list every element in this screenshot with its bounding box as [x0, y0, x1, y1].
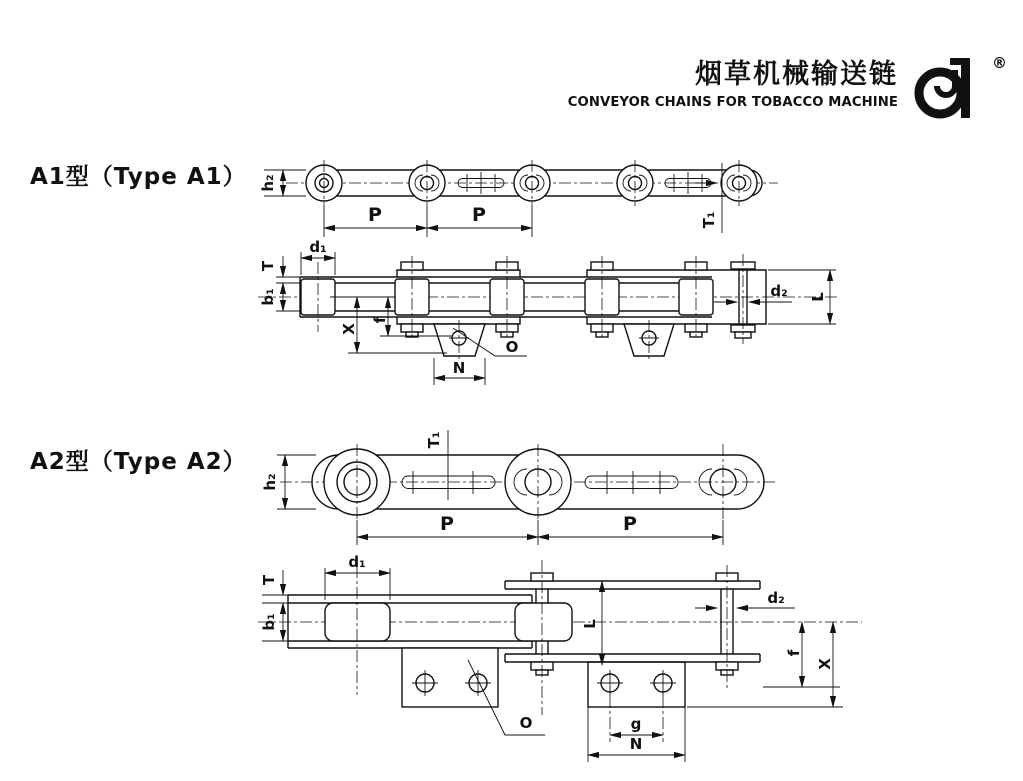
dim-label-f: f	[371, 316, 389, 324]
dim-label-n: N	[629, 735, 643, 753]
dim-label-o: O	[519, 714, 533, 732]
dim-label-t: T	[260, 574, 278, 586]
a2-top-view	[261, 430, 778, 545]
dim-label-d1: d₁	[348, 553, 366, 571]
dim-label-n: N	[452, 359, 466, 377]
dim-label-d2: d₂	[767, 589, 785, 607]
dim-label-p: P	[368, 204, 382, 226]
dim-label-b1: b₁	[260, 613, 278, 631]
a1-side-view	[258, 238, 838, 385]
dim-label-x: X	[816, 658, 834, 670]
dim-label-p: P	[623, 513, 637, 535]
dim-label-d1: d₁	[309, 238, 327, 256]
dim-label-h2: h₂	[261, 473, 279, 491]
dim-label-p: P	[440, 513, 454, 535]
dim-label-p: P	[472, 204, 486, 226]
a2-side-view	[258, 553, 862, 762]
dim-label-b1: b₁	[259, 288, 277, 306]
a2-section-label: A2型（Type A2）	[30, 449, 247, 475]
dim-label-t1: T₁	[425, 431, 443, 449]
dim-label-l: L	[809, 292, 827, 302]
a1-top-view	[259, 160, 778, 237]
dim-label-h2: h₂	[259, 174, 277, 192]
page-subtitle: CONVEYOR CHAINS FOR TOBACCO MACHINE	[567, 94, 898, 110]
dim-label-t1: T₁	[700, 211, 718, 229]
a1-section-label: A1型（Type A1）	[30, 164, 247, 190]
dim-label-o: O	[505, 338, 519, 356]
registered-symbol: ®	[992, 54, 1007, 72]
dim-label-f: f	[785, 649, 803, 657]
dim-label-g: g	[630, 715, 642, 733]
dim-label-l: L	[581, 619, 599, 629]
dim-label-x: X	[340, 323, 358, 335]
page-title: 烟草机械输送链	[695, 59, 898, 90]
dim-label-t: T	[259, 260, 277, 272]
dim-label-d2: d₂	[770, 282, 788, 300]
